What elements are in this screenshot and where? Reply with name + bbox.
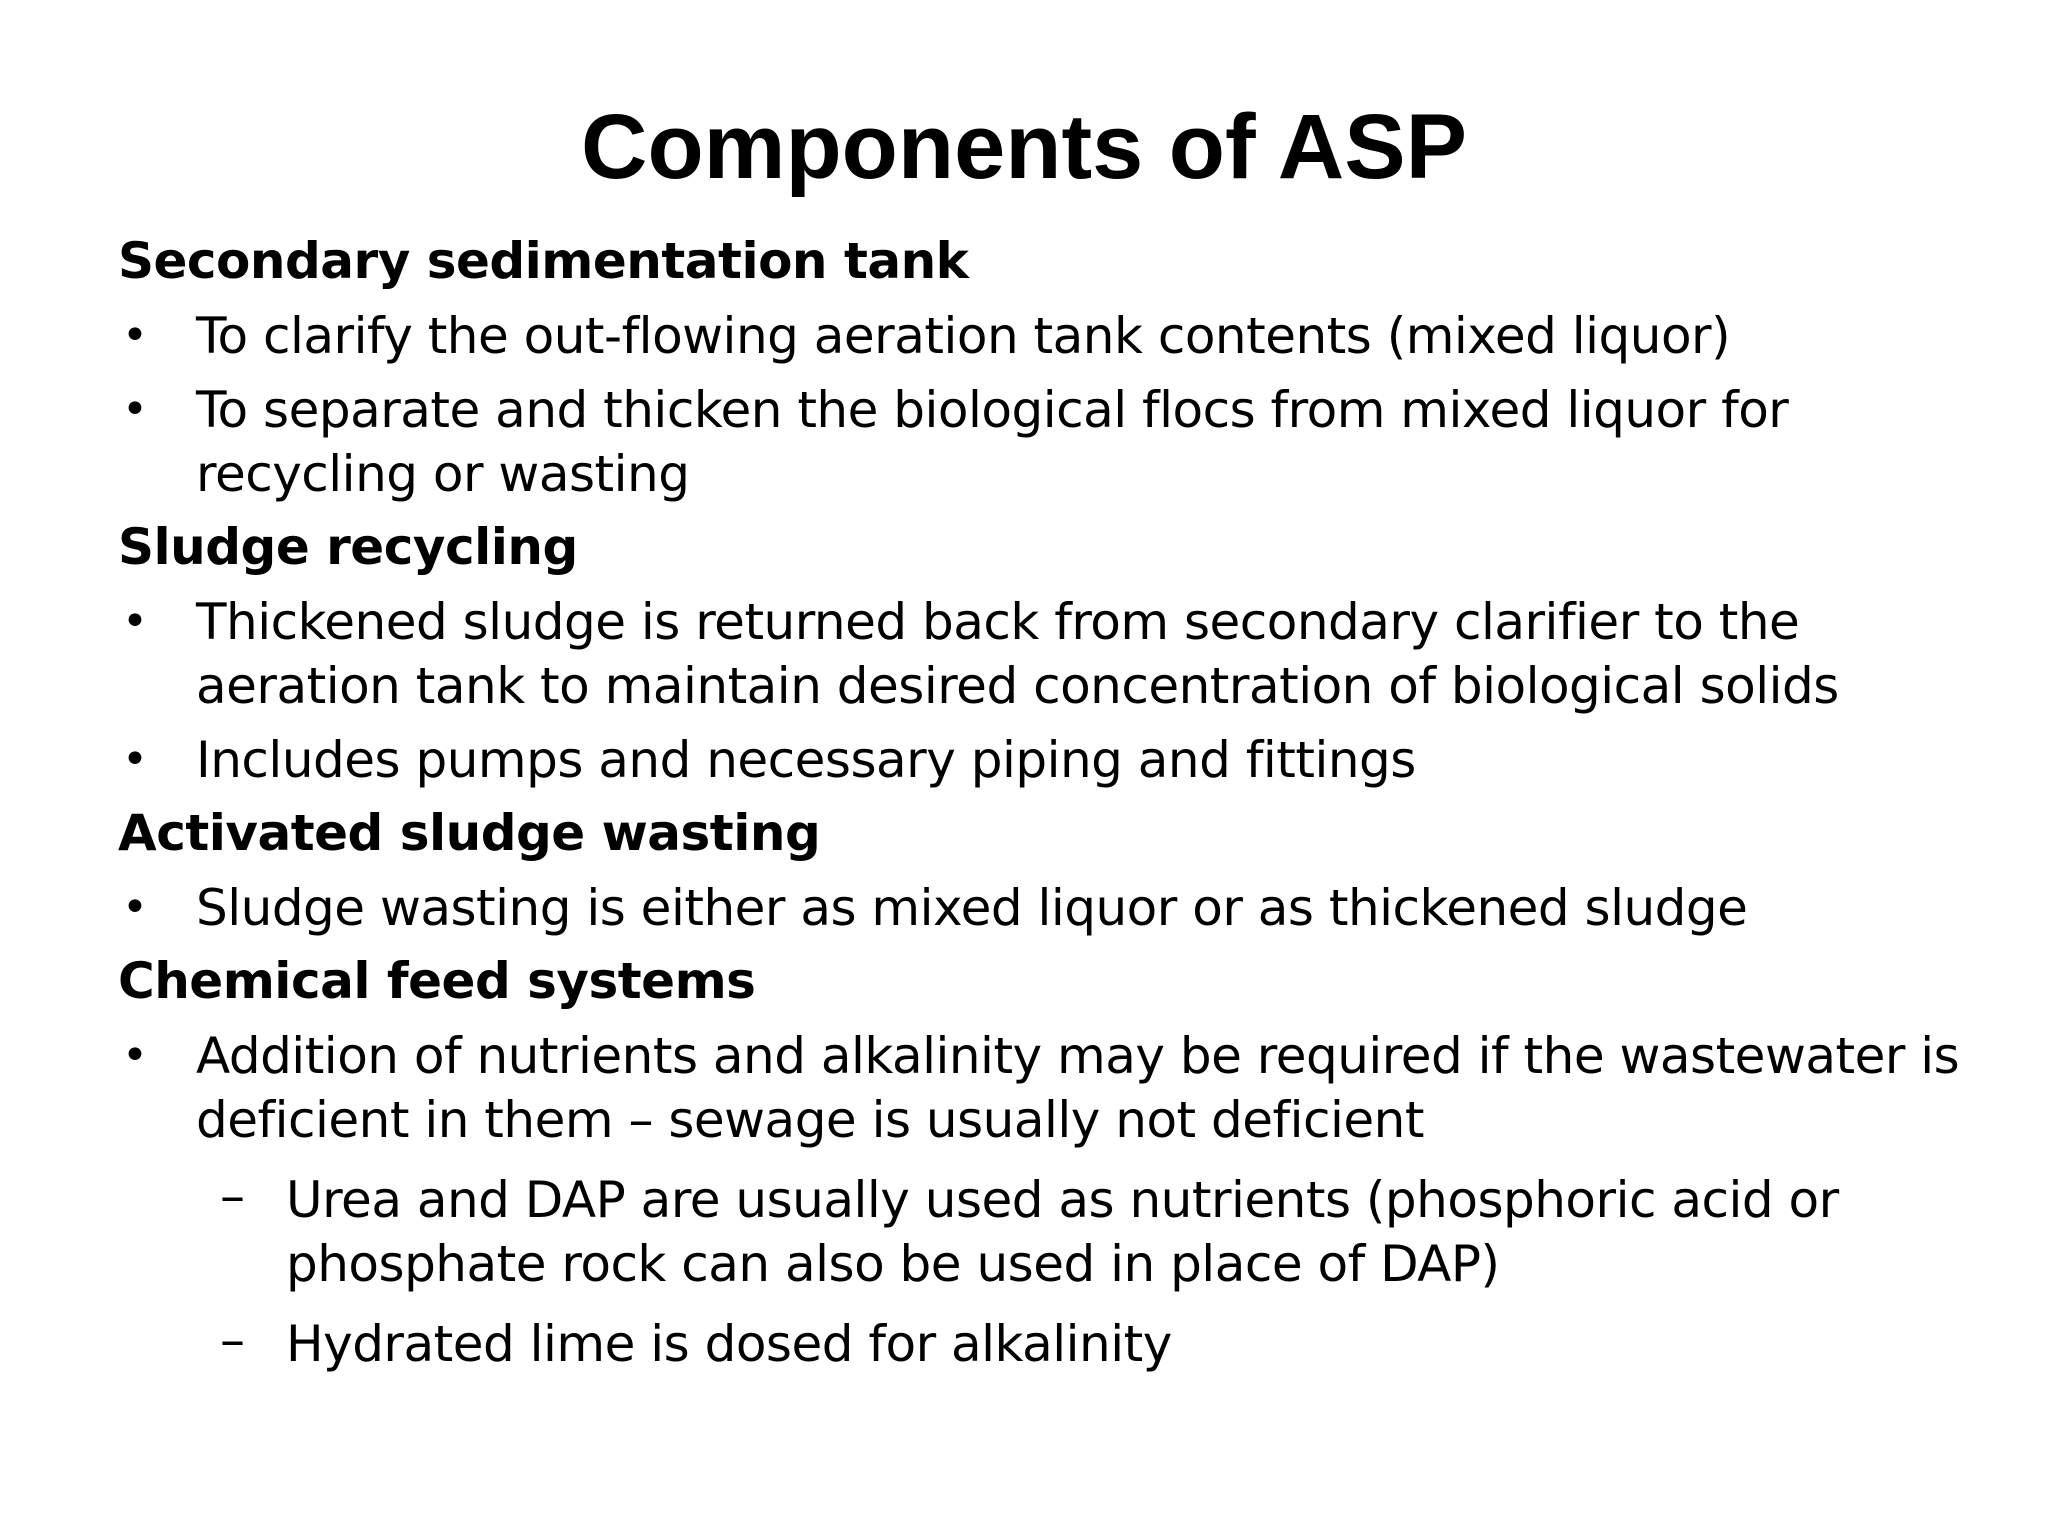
bullet-item [118,304,1978,368]
bullet-list [118,876,1978,940]
bullet-text: Sludge wasting is either as mixed liquor or as thickened sludge [196,879,1748,937]
bullet-list [118,1024,1978,1376]
bullet-list [118,304,1978,506]
bullet-list [118,590,1978,792]
dash-marker: – [220,1311,245,1369]
bullet-item [118,590,1978,718]
section-activated-sludge-wasting [118,800,1978,940]
bullet-text: Includes pumps and necessary piping and fittings [196,731,1416,789]
dash-marker: – [220,1167,245,1225]
bullet-marker: • [122,596,148,647]
bullet-item [118,728,1978,792]
bullet-marker: • [122,310,148,361]
bullet-item [118,378,1978,506]
bullet-marker: • [122,882,148,933]
section-chemical-feed-systems [118,948,1978,1376]
slide-content [118,228,1978,1376]
sub-bullet-text: Urea and DAP are usually used as nutrients (phosphoric acid or phosphate rock can also be used in place of DAP) [286,1171,1839,1293]
bullet-text: Thickened sludge is returned back from secondary clarifier to the aeration tank to maintain desired concentration of biological solids [196,593,1839,715]
section-heading: Activated sludge wasting [118,804,821,862]
bullet-marker: • [122,734,148,785]
sub-bullet-item [118,1312,1978,1376]
bullet-text: To clarify the out-flowing aeration tank contents (mixed liquor) [196,307,1731,365]
bullet-marker: • [122,384,148,435]
bullet-item [118,876,1978,940]
section-heading: Sludge recycling [118,518,578,576]
sub-bullet-item [118,1168,1978,1296]
bullet-text: To separate and thicken the biological flocs from mixed liquor for recycling or wasting [196,381,1789,503]
section-heading: Chemical feed systems [118,952,756,1010]
section-sludge-recycling [118,514,1978,792]
section-secondary-sedimentation [118,228,1978,506]
slide-title: Components of ASP [581,96,1467,198]
bullet-text: Addition of nutrients and alkalinity may be required if the wastewater is deficient in them – sewage is usually not deficient [196,1027,1960,1149]
bullet-item [118,1024,1978,1152]
bullet-marker: • [122,1030,148,1081]
section-heading: Secondary sedimentation tank [118,232,969,290]
sub-bullet-text: Hydrated lime is dosed for alkalinity [286,1315,1172,1373]
